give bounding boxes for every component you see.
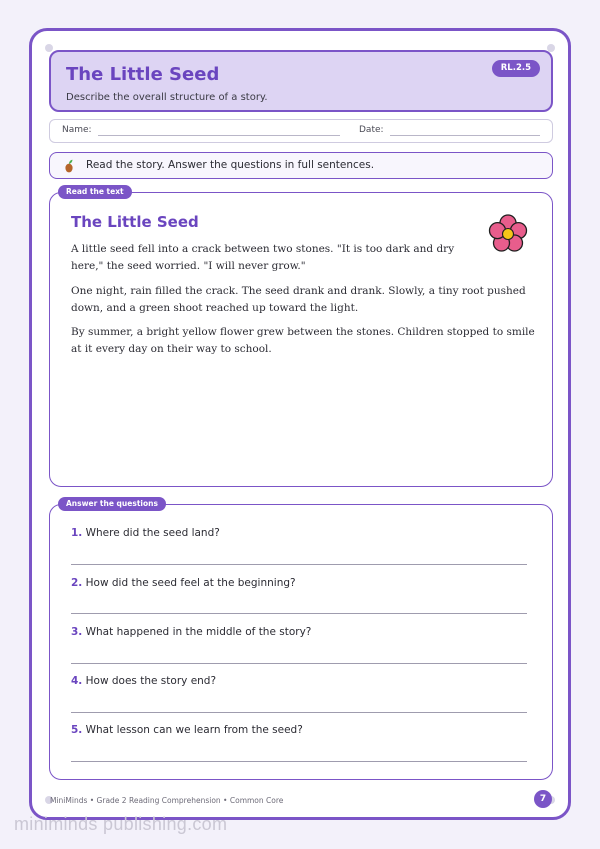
name-date-bar: [49, 119, 553, 143]
answer-line-5[interactable]: [71, 761, 527, 762]
story-title: The Little Seed: [71, 213, 199, 231]
worksheet-page: [29, 28, 571, 820]
corner-dot: [45, 44, 53, 52]
question-3: [71, 626, 311, 638]
seed-icon: [64, 158, 74, 177]
instructions-text: Read the story. Answer the questions in full sentences.: [86, 159, 375, 171]
story-paragraph-1: A little seed fell into a crack between two stones. "It is too dark and dry here," the seed worried. "I will never grow.": [71, 243, 455, 272]
story-paragraph-2: One night, rain filled the crack. The seed drank and drank. Slowly, a tiny root pushed down, and a green shoot reached up toward the light.: [71, 285, 526, 314]
question-text: What happened in the middle of the story?: [85, 626, 312, 638]
question-text: How does the story end?: [85, 675, 217, 687]
date-label: Date:: [359, 125, 384, 135]
page-subtitle: Describe the overall structure of a story.: [66, 92, 268, 103]
answer-questions-tab: Answer the questions: [58, 497, 166, 511]
page-title: The Little Seed: [66, 64, 220, 85]
question-number: 5.: [71, 724, 83, 736]
flower-icon: [487, 213, 529, 259]
watermark: miniminds publishing.com: [14, 814, 228, 834]
question-number: 2.: [71, 577, 83, 589]
question-text: Where did the seed land?: [85, 527, 220, 539]
date-field[interactable]: [390, 135, 540, 136]
question-5: [71, 724, 303, 736]
question-1: [71, 527, 220, 539]
question-text: What lesson can we learn from the seed?: [85, 724, 303, 736]
instructions-bar: [49, 152, 553, 179]
question-number: 3.: [71, 626, 83, 638]
answer-line-2[interactable]: [71, 613, 527, 614]
question-2: [71, 577, 296, 589]
questions-box: [49, 504, 553, 780]
answer-line-4[interactable]: [71, 712, 527, 713]
story-box: [49, 192, 553, 487]
question-4: [71, 675, 216, 687]
story-paragraph-3: By summer, a bright yellow flower grew between the stones. Children stopped to smile at it every day on their way to school.: [71, 326, 535, 355]
name-label: Name:: [62, 125, 92, 135]
header-banner: [49, 50, 553, 112]
standard-badge: RL.2.5: [492, 60, 540, 77]
answer-line-3[interactable]: [71, 663, 527, 664]
question-number: 1.: [71, 527, 83, 539]
page-number: 7: [534, 790, 552, 808]
question-text: How did the seed feel at the beginning?: [85, 577, 296, 589]
footer-text: MiniMinds • Grade 2 Reading Comprehension • Common Core: [50, 796, 284, 805]
answer-line-1[interactable]: [71, 564, 527, 565]
name-field[interactable]: [98, 135, 340, 136]
read-text-tab: Read the text: [58, 185, 132, 199]
question-number: 4.: [71, 675, 83, 687]
